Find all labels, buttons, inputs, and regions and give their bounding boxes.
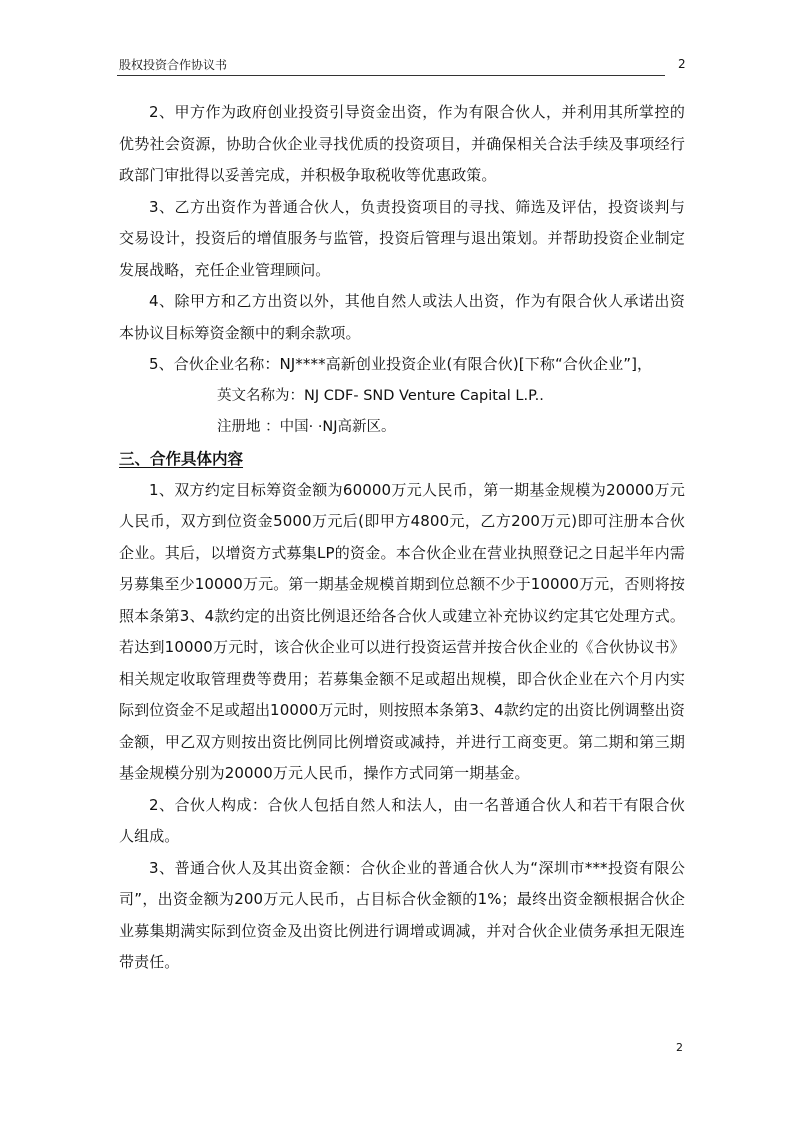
clause-partner-composition: 2、合伙人构成：合伙人包括自然人和法人，由一名普通合伙人和若干有限合伙人组成。 — [119, 795, 685, 845]
section-title: 三、合作具体内容 — [119, 449, 244, 468]
clause-party-b-role: 3、乙方出资作为普通合伙人，负责投资项目的寻找、筛选及评估，投资谈判与交易设计，投资后的增值服务与监管，投资后管理与退出策划。并帮助投资企业制定发展战略，充任企业管理顾问。 — [119, 197, 685, 279]
header-page-number: 2 — [678, 57, 686, 71]
english-name: 英文名称为：NJ CDF- SND Venture Capital L.P.. — [217, 387, 544, 404]
page-header — [117, 55, 665, 76]
clause-fundraising: 1、双方约定目标筹资金额为60000万元人民币，第一期基金规模为20000万元人民币，双方到位资金5000万元后(即甲方4800元，乙方200万元)即可注册本合伙企业。其后，以增资方式募集LP的资金。本合伙企业在营业执照登记之日起半年内需另募集至少10000万元。第一期基金规模首期到位总额不少于10000万元，否则将按照本条第3、4款约定的出资比例退还给各合伙人或建立补充协议约定其它处理方式。 若达到10000万元时，该合伙企业可以进行投资运营并按合伙企业的《合伙协议书》相关规定收取管理费等费用；若募集金额不足或超出规模，即合伙企业在六个月内实际到位资金不足或超出10000万元时，则按照本条第3、4款约定的出资比例调整出资金额，甲乙双方则按出资比例同比例增资或减持，并进行工商变更。第二期和第三期基金规模分别为20000万元人民币，操作方式同第一期基金。 — [119, 480, 685, 782]
clause-other-investors: 4、除甲方和乙方出资以外，其他自然人或法人出资，作为有限合伙人承诺出资本协议目标筹资金额中的剩余款项。 — [119, 292, 685, 342]
footer-page-number: 2 — [676, 1041, 683, 1054]
clause-enterprise-name: 5、合伙企业名称：NJ****高新创业投资企业(有限合伙)[下称“合伙企业”]， — [149, 355, 653, 373]
clause-party-a-role: 2、甲方作为政府创业投资引导资金出资，作为有限合伙人，并利用其所掌控的优势社会资源，协助合伙企业寻找优质的投资项目，并确保相关合法手续及事项经行政部门审批得以妥善完成，并积极争取税收等优惠政策。 — [119, 103, 685, 184]
clause-general-partner: 3、普通合伙人及其出资金额：合伙企业的普通合伙人为“深圳市***投资有限公司”，出资金额为200万元人民币，占目标合伙金额的1%；最终出资金额根据合伙企业募集期满实际到位资金及出资比例进行调增或调减，并对合伙企业债务承担无限连带责任。 — [119, 858, 685, 971]
registered-place: 注册地 ：中国· ·NJ高新区。 — [217, 419, 396, 435]
header-title: 股权投资合作协议书 — [119, 58, 228, 72]
document-body — [119, 97, 685, 979]
